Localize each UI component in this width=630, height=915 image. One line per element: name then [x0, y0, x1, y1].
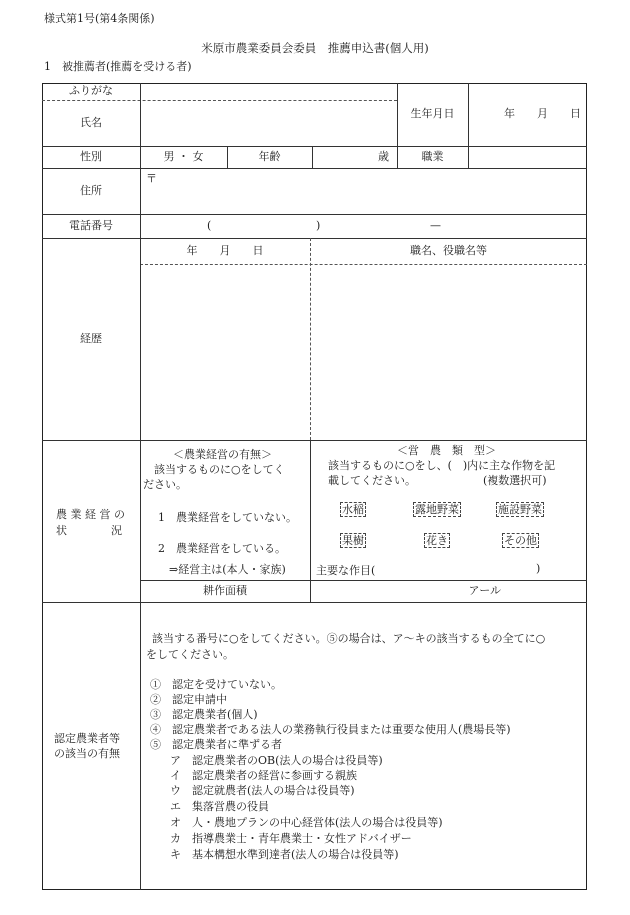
- rule: [310, 238, 311, 440]
- age-label: 年齢: [258, 149, 281, 163]
- birthdate-label: 生年月日: [410, 107, 455, 121]
- certified-sub-item-i[interactable]: イ 認定農業者の経営に参画する親族: [170, 769, 357, 782]
- main-crop-field[interactable]: [390, 560, 530, 576]
- phone-field[interactable]: [140, 214, 587, 238]
- crop-rice[interactable]: 水稲: [342, 503, 364, 516]
- main-crop-label: 主要な作目(: [316, 564, 376, 577]
- certified-farmer-label: 認定農業者等 の該当の有無: [54, 732, 120, 760]
- cultivated-area-label: 耕作面積: [203, 583, 247, 597]
- rule: [140, 83, 141, 890]
- certified-sub-item-a[interactable]: ア 認定農業者のOB(法人の場合は役員等): [170, 754, 383, 767]
- address-field[interactable]: [160, 170, 580, 210]
- certified-sub-item-u[interactable]: ウ 認定就農者(法人の場合は役員等): [170, 784, 355, 797]
- certified-item-1[interactable]: ① 認定を受けていない。: [150, 678, 282, 691]
- section-heading: 1 被推薦者(推薦を受ける者): [44, 60, 192, 73]
- phone-close-paren: ): [316, 219, 321, 232]
- crop-greenhouse-vegetables[interactable]: 施設野菜: [498, 503, 542, 516]
- furigana-label: ふりがな: [69, 84, 113, 98]
- certified-item-3[interactable]: ③ 認定農業者(個人): [150, 708, 258, 721]
- gender-options[interactable]: 男 ・ 女: [163, 149, 204, 163]
- form-number: 様式第1号(第4条関係): [44, 12, 155, 25]
- name-field[interactable]: [140, 100, 397, 146]
- career-label: 経歴: [80, 331, 102, 345]
- rule: [310, 440, 311, 602]
- crop-open-field-vegetables[interactable]: 露地野菜: [415, 503, 459, 516]
- certified-sub-item-o[interactable]: オ 人・農地プランの中心経営体(法人の場合は役員等): [170, 816, 443, 829]
- career-position-field[interactable]: [312, 266, 585, 438]
- career-date-field[interactable]: [142, 266, 308, 438]
- farm-type-header: ＜営 農 類 型＞: [397, 444, 496, 457]
- farm-type-instruction-cont: 載してください。: [328, 474, 416, 487]
- multi-select-note: (複数選択可): [483, 474, 547, 487]
- furigana-field[interactable]: [140, 83, 397, 100]
- occupation-label: 職業: [421, 149, 444, 163]
- career-position-header: 職名、役職名等: [410, 243, 487, 257]
- birthdate-field[interactable]: 年 月 日: [504, 107, 581, 121]
- management-option-1[interactable]: 1 農業経営をしていない。: [158, 511, 297, 524]
- crop-flowers[interactable]: 花き: [426, 534, 448, 547]
- name-label: 氏名: [80, 115, 102, 129]
- certified-item-4[interactable]: ④ 認定農業者である法人の業務執行役員または重要な使用人(農場長等): [150, 723, 511, 736]
- crop-fruit-trees[interactable]: 果樹: [342, 534, 364, 547]
- certified-instruction-cont: をしてください。: [146, 648, 234, 661]
- phone-label: 電話番号: [69, 218, 113, 232]
- occupation-field[interactable]: [468, 146, 587, 168]
- certified-sub-item-e[interactable]: エ 集落営農の役員: [170, 800, 269, 813]
- cultivated-area-field[interactable]: アール: [468, 583, 501, 597]
- postal-mark: 〒: [146, 172, 157, 185]
- certified-item-5[interactable]: ⑤ 認定農業者に準ずる者: [150, 738, 282, 751]
- certified-sub-item-ki[interactable]: キ 基本構想水準到達者(法人の場合は役員等): [170, 848, 399, 861]
- certified-sub-item-ka[interactable]: カ 指導農業士・青年農業士・女性アドバイザー: [170, 832, 412, 845]
- gender-label: 性別: [80, 149, 102, 163]
- career-date-header: 年 月 日: [186, 243, 264, 257]
- age-field[interactable]: 歳: [378, 149, 389, 163]
- certified-instruction: 該当する番号に○をしてください。⑤の場合は、ア～キの該当するもの全てに○: [152, 632, 546, 645]
- crop-other[interactable]: その他: [504, 534, 537, 547]
- operator-selection[interactable]: ⇒経営主は(本人・家族): [169, 563, 286, 576]
- rule: [140, 264, 587, 265]
- phone-open-paren: (: [207, 219, 212, 232]
- farming-status-label: 農 業 経 営 の 状 況: [56, 508, 125, 537]
- management-header: ＜農業経営の有無＞: [173, 448, 272, 461]
- farm-type-instruction: 該当するものに○をし、( )内に主な作物を記: [328, 459, 556, 472]
- certified-item-2[interactable]: ② 認定申請中: [150, 693, 227, 706]
- address-label: 住所: [80, 183, 102, 197]
- management-instruction: 該当するものに○をしてく: [143, 463, 285, 476]
- management-option-2[interactable]: 2 農業経営をしている。: [158, 542, 286, 555]
- phone-dash: —: [430, 219, 441, 232]
- main-crop-close: ): [536, 562, 541, 575]
- management-instruction-cont: ださい。: [143, 478, 187, 491]
- form-title: 米原市農業委員会委員 推薦申込書(個人用): [201, 41, 429, 55]
